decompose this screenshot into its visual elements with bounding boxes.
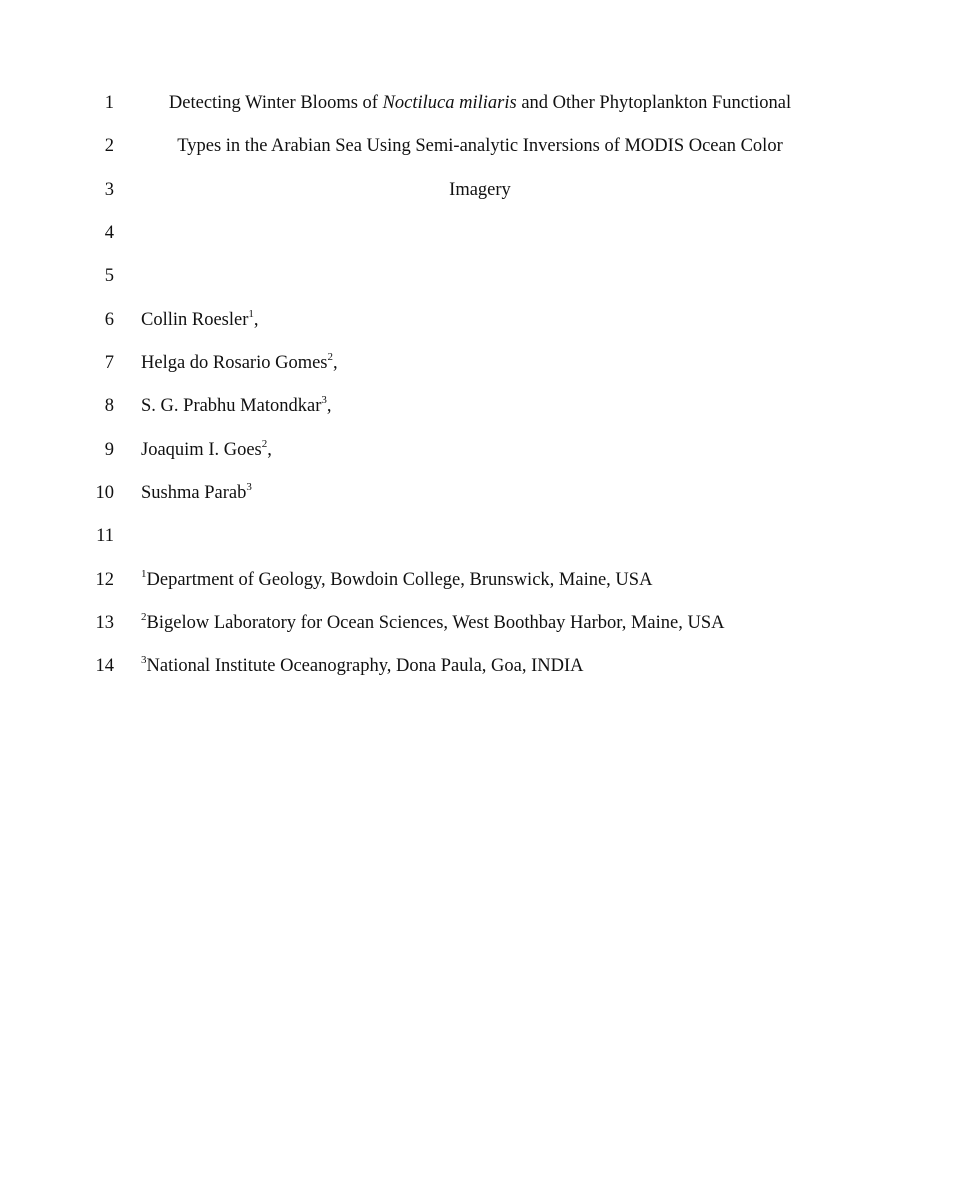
author-name: Helga do Rosario Gomes xyxy=(141,353,328,373)
line-number: 1 xyxy=(104,93,114,113)
affiliation-mark: 3 xyxy=(141,653,147,666)
author-2 xyxy=(141,349,338,377)
manuscript-line-13 xyxy=(0,609,960,637)
manuscript-line-6 xyxy=(0,306,960,334)
affiliation-text: Bigelow Laboratory for Ocean Sciences, West Boothbay Harbor, Maine, USA xyxy=(146,613,725,633)
line-number: 13 xyxy=(95,613,114,633)
title-line-3: Imagery xyxy=(449,180,511,200)
manuscript-line-9 xyxy=(0,436,960,464)
line-number: 14 xyxy=(95,656,114,676)
author-separator: , xyxy=(326,396,332,416)
line-number: 5 xyxy=(104,266,114,286)
line-number: 6 xyxy=(104,310,114,330)
affiliation-1 xyxy=(141,566,652,594)
line-number: 11 xyxy=(96,526,114,546)
title-text: and Other Phytoplankton Functional xyxy=(516,93,792,113)
affiliation-text: Department of Geology, Bowdoin College, Brunswick, Maine, USA xyxy=(146,570,653,590)
manuscript-line-14 xyxy=(0,652,960,680)
affiliation-text: National Institute Oceanography, Dona Paula, Goa, INDIA xyxy=(146,656,584,676)
manuscript-line-12 xyxy=(0,566,960,594)
line-number: 3 xyxy=(104,180,114,200)
line-number: 7 xyxy=(104,353,114,373)
author-5 xyxy=(141,479,252,507)
line-number: 2 xyxy=(104,136,114,156)
manuscript-line-11 xyxy=(0,522,960,550)
author-affiliation-mark: 2 xyxy=(327,350,334,363)
line-number: 4 xyxy=(104,223,114,243)
title-text: Detecting Winter Blooms of xyxy=(168,93,383,113)
line-number: 8 xyxy=(104,396,114,416)
line-number: 9 xyxy=(104,440,114,460)
author-name: S. G. Prabhu Matondkar xyxy=(141,396,322,416)
manuscript-line-10 xyxy=(0,479,960,507)
manuscript-line-4 xyxy=(0,219,960,247)
title-line-2: Types in the Arabian Sea Using Semi-analytic Inversions of MODIS Ocean Color xyxy=(177,136,783,156)
line-number: 10 xyxy=(95,483,114,503)
title-species-name: Noctiluca miliaris xyxy=(382,93,517,113)
author-separator: , xyxy=(267,440,272,460)
author-3 xyxy=(141,392,331,420)
manuscript-line-3 xyxy=(0,176,960,204)
author-affiliation-mark: 3 xyxy=(246,480,252,493)
author-4 xyxy=(141,436,272,464)
author-affiliation-mark: 3 xyxy=(321,393,327,406)
author-name: Joaquim I. Goes xyxy=(141,440,262,460)
title-line-1 xyxy=(160,89,800,117)
manuscript-line-2 xyxy=(0,132,960,160)
author-separator: , xyxy=(333,353,338,373)
affiliation-mark: 1 xyxy=(141,567,147,580)
manuscript-line-5 xyxy=(0,262,960,290)
author-affiliation-mark: 1 xyxy=(248,307,254,320)
author-name: Collin Roesler xyxy=(141,310,249,330)
author-affiliation-mark: 2 xyxy=(261,437,268,450)
affiliation-3 xyxy=(141,652,584,680)
author-name: Sushma Parab xyxy=(141,483,247,503)
author-1 xyxy=(141,306,259,334)
manuscript-line-8 xyxy=(0,392,960,420)
affiliation-2 xyxy=(141,609,724,637)
affiliation-mark: 2 xyxy=(141,610,147,623)
line-number: 12 xyxy=(95,570,114,590)
author-separator: , xyxy=(253,310,259,330)
manuscript-line-7 xyxy=(0,349,960,377)
manuscript-line-1 xyxy=(0,89,960,117)
